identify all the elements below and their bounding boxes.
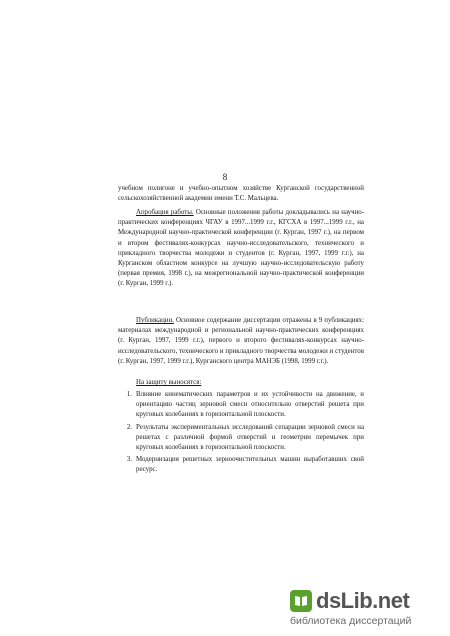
publications-heading: Публикации. — [136, 317, 174, 324]
defense-heading: На защиту выносятся: — [136, 379, 202, 386]
list-item — [118, 390, 364, 421]
watermark-subtitle: библиотека диссертаций — [290, 615, 412, 627]
list-item-text: Модернизация решетных зерноочистительных машин выработавших свой ресурс. — [136, 456, 364, 474]
paragraph-approbation — [118, 208, 364, 290]
list-item-number: 1. — [126, 391, 132, 398]
paragraph-publications — [118, 316, 364, 367]
paragraph-text: учебном полигоне и учебно-опытном хозяйстве Курганской государственной сельскохозяйственной академии имени Т.С. Мальцева. — [118, 185, 364, 203]
watermark-brand: dsLib.net — [316, 588, 410, 613]
watermark[interactable] — [290, 588, 440, 630]
publications-text: Основное содержание диссертации отражены в 9 публикациях: материалах международной и региональной научно-практических конференциях (г. Курган, 1997, 1999 г.г.), первого и второго фестивалях-конкурсах научно-исследовательского, технического и прикладного творчества молодежи и студентов (г. Курган, 1997, 1999 г.г.), Курганского центра МАНЭБ (1998, 1999 г.г.). — [118, 317, 364, 365]
defense-list — [118, 390, 364, 476]
book-icon — [290, 590, 312, 612]
list-item-number: 3. — [126, 456, 132, 464]
approbation-text: Основные положения работы докладывались на научно-практических конференциях ЧГАУ в 1997...1999 г.г., КГСХА в 1997...1999 г.г., на Международной научно-практической конференции (г. Курган, 1997 г.), на первом и втором фестивалях-конкурсах научно-исследовательского, технического и прикладного творчества молодежи и студентов (г. Курган, 1997, 1999 г.г.), на Курганском областном конкурсе на лучшую научно-исследовательскую работу (первая премия, 1998 г.), на межрегиональной научно-практической конференции (г. Курган, 1999 г.). — [118, 209, 364, 288]
watermark-logo — [290, 588, 409, 614]
list-item-text: Влияние кинематических параметров и их устойчивости на движение, и ориентацию частиц зерновой смеси относительно отверстий решета при круговых колебаниях в горизонтальной плоскости. — [136, 391, 364, 419]
list-item — [118, 455, 364, 475]
list-item — [118, 423, 364, 454]
list-item-text: Результаты экспериментальных исследований сепарации зерновой смеси на решетах с различной формой отверстий и геометрии перемычек при круговых колебаниях в горизонтальной плоскости. — [136, 423, 364, 452]
approbation-heading: Апробация работы. — [136, 209, 194, 216]
page-number: 8 — [222, 172, 228, 182]
paragraph-intro — [118, 184, 364, 204]
list-item-number: 2. — [126, 423, 132, 431]
